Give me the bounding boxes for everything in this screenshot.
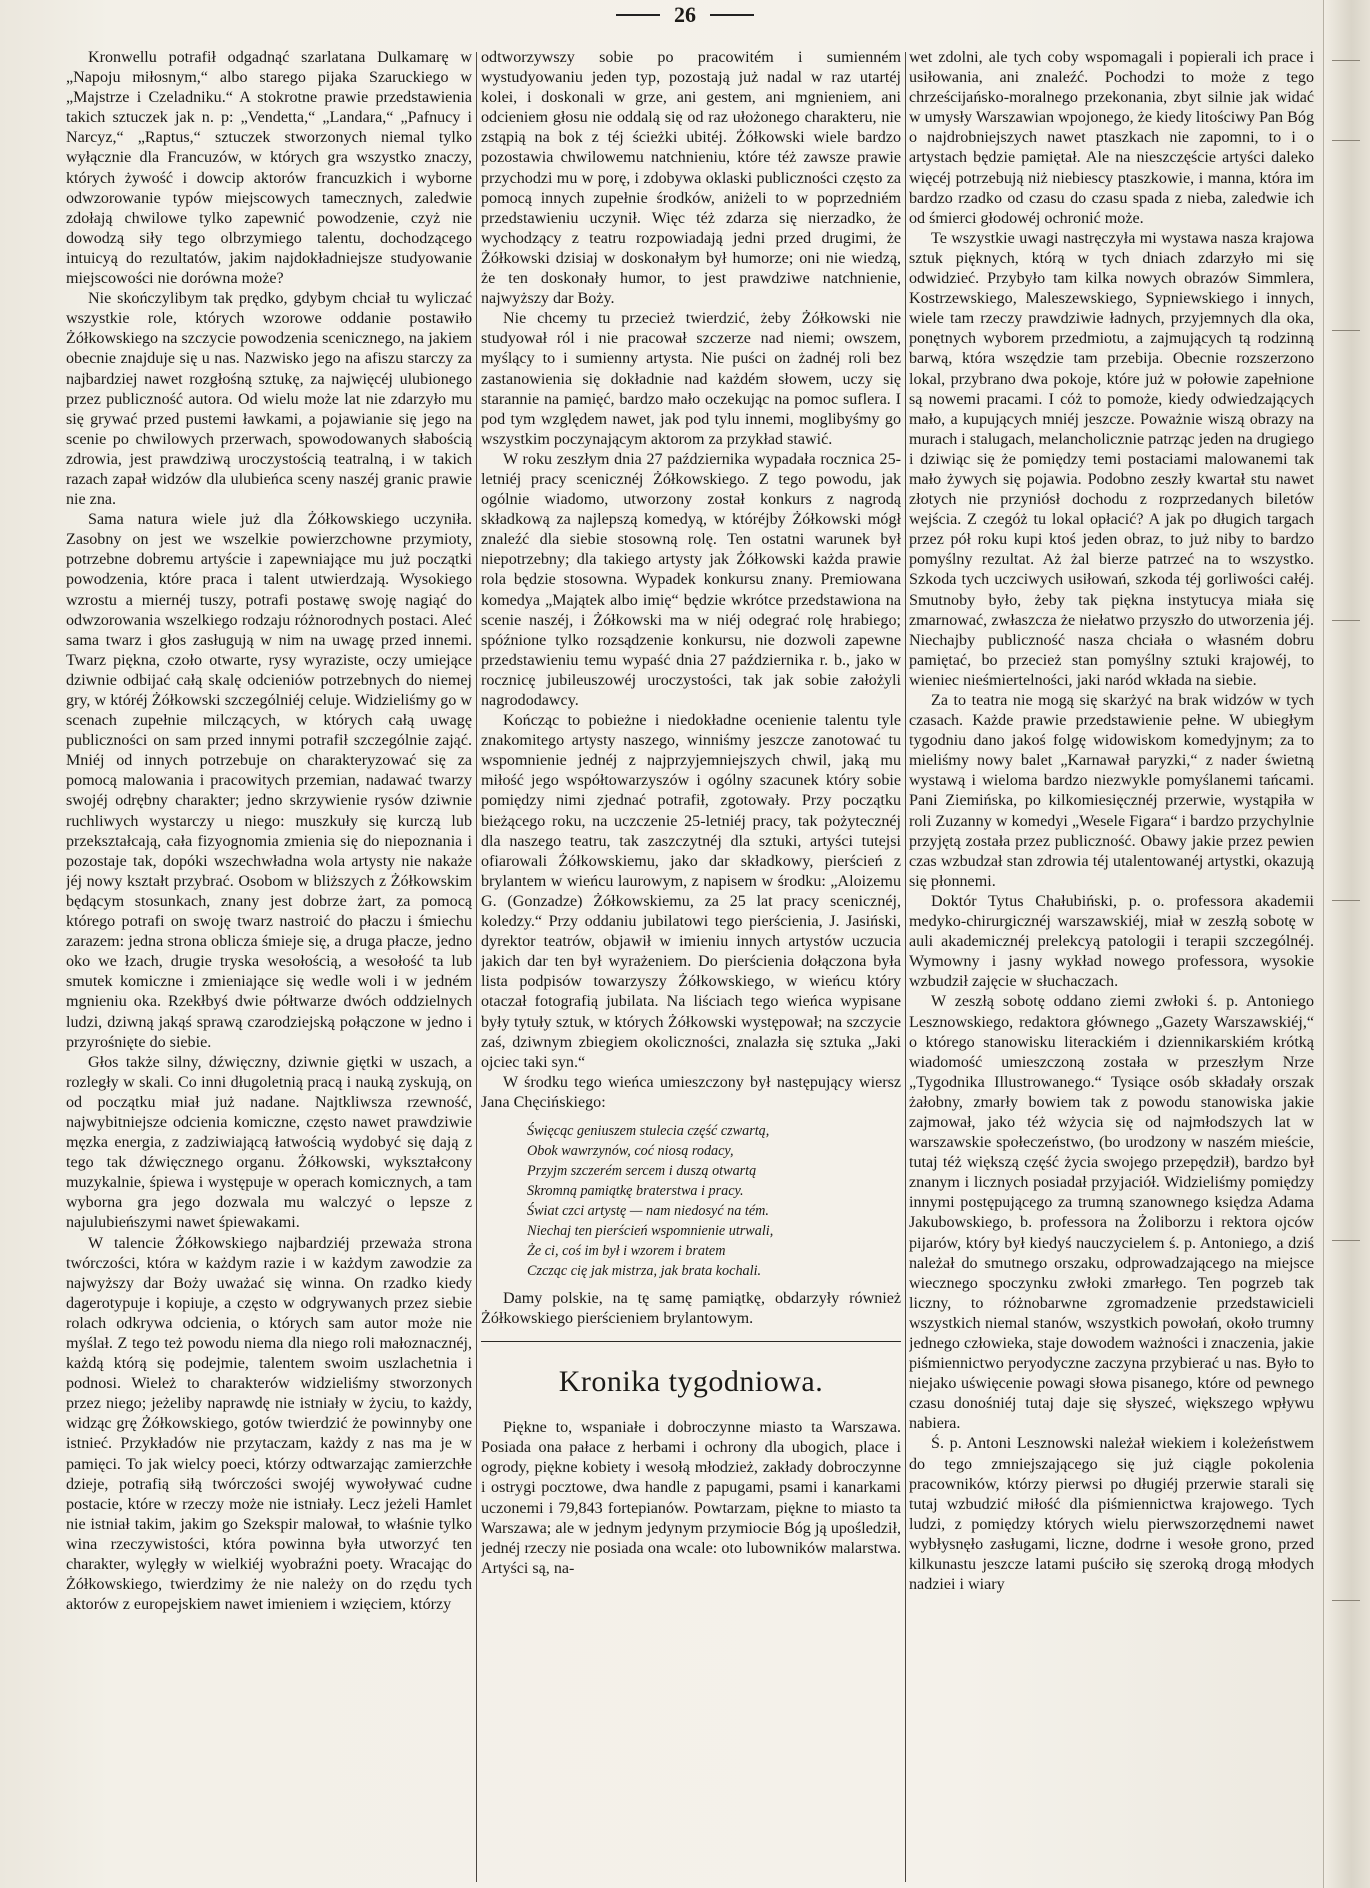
poem-line: Świat czci artystę — nam niedosyć na tém. xyxy=(527,1202,769,1219)
paragraph: Damy polskie, na tę samę pamiątkę, obdarzyły również Żółkowskiego pierścieniem brylantowym. xyxy=(481,1289,901,1328)
edge-mark xyxy=(1332,1600,1360,1601)
poem xyxy=(527,1121,901,1281)
edge-mark xyxy=(1332,60,1360,61)
edge-mark xyxy=(1332,1240,1360,1241)
edge-mark xyxy=(1332,330,1360,331)
poem-line: Przyjm szczerém sercem i duszą otwartą xyxy=(527,1162,757,1179)
paragraph: Za to teatra nie mogą się skarżyć na brak widzów w tych czasach. Każde prawie przedstawienie pełne. W ubiegłym tygodniu dano jakoś folgę widowiskom komedyjnym; za to mieliśmy nowy balet „Karnawał paryzki,“ z nader świetną wystawą i wieloma bardzo niezwykle pomyślanemi tańcami. Pani Ziemińska, po kilkomiesięcznéj przerwie, wystąpiła w roli Zuzanny w komedyi „Wesele Figara“ i bardzo przychylnie przyjętą została przez publiczność. Obawy jakie przez pewien czas wzbudzał stan zdrowia téj utalentowanéj artystki, okazują się płonnemi. xyxy=(909,692,1314,890)
paragraph: Głos także silny, dźwięczny, dziwnie giętki w uszach, a rozległy w skali. Co inni długoletnią pracą i nauką zyskują, on od początku miał już nadane. Najtkliwsza rzewność, najwybitniejsze odcienia komiczne, często nawet prawdziwie męzka energia, z zadziwiającą łatwością wydobyć się dają z tego tak dźwięcznego organu. Żółkowski, wykształcony muzykalnie, śpiewa i występuje w operach komicznych, a tam wyborna gra jego dozwala mu walczyć o lepsze z najulubieńszymi nawet śpiewakami. xyxy=(66,1053,472,1232)
header-rule-left xyxy=(616,14,660,16)
paragraph: odtworzywszy sobie po pracowitém i sumienném wystudyowaniu jeden typ, pozostają już nadal w raz utartéj kolei, i doskonali w grze, ani gestem, ani mgnieniem, ani odcieniem głosu nie oddalą się od raz ułożonego charakteru, nie zstąpią na bok z téj ścieżki ubitéj. Żółkowski wiele bardzo pozostawia chwilowemu natchnieniu, które téż zawsze prawie przychodzi mu w porę, i zdobywa oklaski publiczności często za pomocą innych zupełnie środków, aniżeli to w poprzedniém przedstawieniu uczynił. Więc téż zdarza się nierzadko, że wychodzący z teatru rozpowiadają jedni przed drugimi, że Żółkowski dzisiaj w doskonałym był humorze; oni nie wiedzą, że ten doskonały humor, to jest prawdziwe natchnienie, najwyższy dar Boży. xyxy=(481,49,901,308)
poem-line: Czcząc cię jak mistrza, jak brata kochali. xyxy=(527,1262,762,1279)
section-title: Kronika tygodniowa. xyxy=(558,1365,824,1399)
page-number: 26 xyxy=(674,2,696,27)
paragraph: W talencie Żółkowskiego najbardziéj przeważa strona twórczości, która w każdym razie i w każdym zawodzie za najwyższy dar Boży uważać się winna. On rzadko kiedy dagerotypuje i kopiuje, a często w odgrywanych przez siebie rolach odkrywa odcienia, o których sam autor może nie myślał. Z tego też powodu niema dla niego roli małoznacznéj, każdą którą się podejmie, talentem swoim uszlachetnia i podnosi. Wieleż to charakterów widzieliśmy stworzonych przez niego; jeżeliby naprawdę nie istniały w życiu, to każdy, widząc grę Żółkowskiego, gotów twierdzić że powinnyby one istnieć. Przykładów nie przytaczam, każdy z nas ma je w pamięci. To jak wielcy poeci, którzy odtwarzając zamierzchłe dzieje, potrafią siłą twórczości swojéj wywoływać cudne postacie, które w rzeczy może nie istniały. Lecz jeżeli Hamlet nie istniał takim, jakim go Szekspir malował, to właśnie tylko wina rzeczywistości, która powinna była utworzyć ten charakter, wylęgły w wielkiéj wyobraźni poety. Wracając do Żółkowskiego, twierdzimy że nie należy on do rzędu tych aktorów z europejskiem nawet imieniem i wzięciem, którzy xyxy=(66,1234,472,1614)
page-number-header xyxy=(0,2,1370,32)
paragraph: Nie skończylibym tak prędko, gdybym chciał tu wyliczać wszystkie role, których wzorowe oddanie postawiło Żółkowskiego na szczycie powodzenia scenicznego, na jakiem obecnie znajduje się u nas. Nazwisko jego na afiszu starczy za najbardziej nawet rozgłośną sztukę, za najwięcéj ulubionego przez publiczność autora. Od wielu może lat nie zdarzyło mu się grywać przed pustemi ławkami, a pojawianie się jego na scenie po chwilowych przerwach, spowodowanych słabością zdrowia, jest prawdziwą uroczystością teatralną, i w takich razach zapał widzów dla ulubieńca sceny naszéj granic prawie nie zna. xyxy=(66,290,472,509)
paragraph: Ś. p. Antoni Lesznowski należał wiekiem i koleżeństwem do tego zmniejszającego się już ciągle pokolenia pracowników, którzy pierwsi po długiéj przerwie starali się tutaj wzbudzić miłość dla piśmiennictwa krajowego. Tych ludzi, z pomiędzy których wielu pierwszorzędnemi nawet wybłysnęło zasługami, liczne, dodrne i wesołe grono, przed kilkunastu jeszcze latami puściło się szeroką drogą młodych nadziei i wiary xyxy=(909,1435,1314,1594)
paragraph: Nie chcemy tu przecież twierdzić, żeby Żółkowski nie studyował ról i nie pracował szczerze nad niemi; owszem, myślący to i sumienny artysta. Nie puści on żadnéj roli bez zastanowienia się dokładnie nad każdém słowem, uczy się starannie na pamięć, bardzo mało oczekując na pomoc suflera. I pod tym względem nawet, jak pod tylu innemi, moglibyśmy go wszystkim poczynającym aktorom za przykład stawić. xyxy=(481,310,901,448)
column-divider xyxy=(905,52,906,1882)
adjacent-page-edge xyxy=(1323,0,1370,1888)
column-divider xyxy=(476,52,477,1882)
edge-mark xyxy=(1332,900,1360,901)
edge-mark xyxy=(1332,140,1360,141)
paragraph: W środku tego wieńca umieszczony był następujący wiersz Jana Chęcińskiego: xyxy=(481,1073,901,1111)
paragraph: Sama natura wiele już dla Żółkowskiego uczyniła. Zasobny on jest we wszelkie powierzchowne przymioty, potrzebne dobremu artyście i zapewniające mu już początki powodzenia, które praca i talent utwierdzają. Wysokiego wzrostu a miernéj tuszy, potrafi postawę swoję nagiąć do odwzorowania wszelkiego rodzaju różnorodnych postaci. Aleć sama twarz i głos zasługują w nim na uwagę przed innemi. Twarz piękna, czoło otwarte, rysy wyraziste, oczy umiejące dziwnie odbijać całą skalę odcieniów potrzebnych do niemej gry, w któréj Żółkowski szczególniéj celuje. Widzieliśmy go w scenach zupełnie milczących, w których całą uwagę publiczności on sam przed innymi potrafił szczególnie zająć. Mniéj od innych potrzebuje on charakteryzować się za pomocą malowania i pracowitych przemian, nadawać twarzy swojéj odrębny charakter; jedno skrzywienie rysów dziwnie ruchliwych wystarczy u niego: muszkuły się kurczą lub przekształcają, cała fizyognomia zmienia się do niepoznania i pozostaje tak, dopóki wszechwładna wola artysty nie nakaże jéj nowy kształt przybrać. Osobom w bliższych z Żółkowskim będącym stosunkach, znany jest dobrze żart, za pomocą którego potrafi on swoję twarz nastroić do płaczu i śmiechu zarazem: jedna strona oblicza śmieje się, a druga płacze, jedno oko we łzach, drugie tryska wesołością, a wesołość ta lub smutek komiczne i zmieniające się wedle woli i w jedném mgnieniu oka. Rzekłbyś dwie półtwarze dwóch oddzielnych ludzi, dziwną jakąś sprawą czarodziejską połączone w jedno i przyrośnięte do siebie. xyxy=(66,511,472,1051)
paragraph: wet zdolni, ale tych coby wspomagali i popierali ich prace i usiłowania, ani znaleźć. Pochodzi to może z tego chrześcijańsko-moralnego przekonania, zbyt silnie jak widać w umysły Warszawian wpojonego, że kiedy litościwy Pan Bóg o najdrobniejszych nawet ptaszkach nie zapomni, to i o artystach będzie pamiętał. Ale na nieszczęście artyści daleko więcéj potrzebują niż niebiescy ptaszkowie, i manna, która im bardzo rzadko od czasu do czasu spada z nieba, zaledwie ich od śmierci głodowéj ochronić może. xyxy=(909,49,1314,227)
poem-line: Święcąc geniuszem stulecia część czwartą, xyxy=(527,1122,770,1139)
section-rule xyxy=(481,1341,901,1342)
poem-line: Niechaj ten pierścień wspomnienie utrwali, xyxy=(527,1222,774,1239)
paragraph: W roku zeszłym dnia 27 października wypadała rocznica 25-letniéj pracy scenicznéj Żółkowskiego. Z tego powodu, jak ogólnie wiadomo, utworzony został konkurs z nagrodą składkową za najlepszą komedyą, w któréjby Żółkowski mógł znaleźć dla siebie stosowną rolę. Ten ostatni warunek był niepotrzebny; dla takiego artysty jak Żółkowski każda prawie rola będzie stosowna. Wypadek konkursu znany. Premiowana komedya „Majątek albo imię“ będzie wkrótce przedstawiona na scenie naszéj, i Żółkowski ma w niéj odegrać rolę hrabiego; spóźnione tylko rozsądzenie konkursu, nie dozwoli zapewne przedstawieniu temu wypaść dnia 27 października r. b., jako w rocznicę jubileuszowéj uroczystości, tak jak sobie założyli nagrododawcy. xyxy=(481,450,901,709)
header-rule-right xyxy=(710,14,754,16)
poem-line: Skromną pamiątkę braterstwa i pracy. xyxy=(527,1182,744,1199)
paragraph: Kończąc to pobieżne i niedokładne ocenienie talentu tyle znakomitego artysty naszego, winniśmy jeszcze zanotować tu wspomnienie jednéj z najprzyjemniejszych chwil, jaką mu miłość jego współtowarzyszów i ogólny szacunek który sobie pomiędzy nimi zjednać potrafił, zgotowały. Przy początku bieżącego roku, na uczczenie 25-letniéj pracy, tak pożytecznéj dla naszego teatru, tak zaszczytnéj dla sztuki, artyści tutejsi ofiarowali Żółkowskiemu, jako dar składkowy, pierścień z brylantem w wieńcu laurowym, z napisem w środku: „Aloizemu G. (Gonzadze) Żółkowskiemu, za 25 lat pracy scenicznéj, koledzy.“ Przy oddaniu jubilatowi tego pierścienia, J. Jasiński, dyrektor teatrów, objawił w imieniu innych artystów uczucia jakich dar ten był wyrażeniem. Do pierścienia dołączona była lista podpisów towarzyszy Żółkowskiego, w wieńcu który otaczał fotografią jubilata. Na liściach tego wieńca wypisane były tytuły sztuk, w których Żółkowski występował; na szczycie zaś, dziwnym zbiegiem okoliczności, znalazła się sztuka „Jaki ojciec taki syn.“ xyxy=(481,712,901,1071)
edge-mark xyxy=(1332,620,1360,621)
column-3 xyxy=(909,48,1314,1878)
paragraph: Kronwellu potrafił odgadnąć szarlatana Dulkamarę w „Napoju miłosnym,“ albo starego pijaka Szaruckiego w „Majstrze i Czeladniku.“ A stokrotne prawie przedstawienia takich sztuczek jak n. p: „Vendetta,“ „Landara,“ „Pafnucy i Narcyz,“ „Raptus,“ sztuczek stworzonych niemal tylko wyłącznie dla Francuzów, w których gra wszystko znaczy, których żywość i dowcip aktorów francuzkich i wyborne odwzorowanie typów miejscowych tamecznych, zaledwie zdołają chwilowe tylko zapewnić powodzenie, czyż nie dowodzą siły tego olbrzymiego talentu, dochodzącego intuicyą do rezultatów, jakim najdokładniejsze studyowanie miejscowości nie dorówna może? xyxy=(66,49,472,288)
poem-line: Że ci, coś im był i wzorem i bratem xyxy=(527,1242,726,1259)
paragraph: Piękne to, wspaniałe i dobroczynne miasto ta Warszawa. Posiada ona pałace z herbami i ochrony dla ubogich, place i ogrody, piękne kobiety i wesołą młodzież, zakłady dobroczynne i ostrygi pocztowe, dwa handle z papugami, psami i kanarkami uczonemi i 79,843 fortepianów. Powtarzam, piękne to miasto ta Warszawa; ale w jednym jedynym przymiocie Bóg ją upośledził, jednéj rzeczy nie posiada ona wcale: oto lubowników malarstwa. Artyści są, na- xyxy=(481,1419,901,1577)
paragraph: Doktór Tytus Chałubiński, p. o. professora akademii medyko-chirurgicznéj warszawskiéj, miał w zeszłą sobotę w auli akademicznéj prelekcyą patologii i terapii szczególnéj. Wymowny i jasny wykład nowego professora, wysokie wzbudził zajęcie w słuchaczach. xyxy=(909,892,1314,991)
poem-line: Obok wawrzynów, coć niosą rodacy, xyxy=(527,1142,734,1159)
paragraph: Te wszystkie uwagi nastręczyła mi wystawa nasza krajowa sztuk pięknych, którą w tych dniach zdarzyło mi się odwidzieć. Przybyło tam kilka nowych obrazów Simmlera, Kostrzewskiego, Maleszewskiego, Sypniewskiego i innych, wiele tam rzeczy prawdziwie ładnych, przyjemnych dla oka, ponętnych wyborem przedmiotu, a zajmujących tą rodzinną barwą, która wszędzie tam przebija. Obecnie rozszerzono lokal, przybrano dwa pokoje, które już w połowie zapełnione są nowemi pracami. I cóż to pomoże, kiedy odwiedzających mało, a kupujących mniéj jeszcze. Poważnie wiszą obrazy na murach i stalugach, melancholicznie patrząc jeden na drugiego i dziwiąc się że pomiędzy temi postaciami malowanemi tak mało żywych się pojawia. Podobno zeszły kwartał stu nawet złotych nie przyniósł dochodu z rozprzedanych biletów wejścia. Z czegóż tu lokal opłacić? A jak po długich targach przez pół roku kupi ktoś jeden obraz, to już niby to bardzo pomyślny rezultat. Aż żal bierze patrzeć na to wszystko. Szkoda tych uczciwych usiłowań, szkoda téj gorliwości całéj. Smutnoby było, żeby tak piękna instytucya miała się zmarnować, zwłaszcza że niełatwo przyszło do utworzenia jéj. Niechajby publiczność nasza chciała o własném dobru pamiętać, bo przecież stan pomyślny sztuki krajowéj, to wieniec nieśmiertelności, jaki naród wkłada na siebie. xyxy=(909,229,1314,689)
column-2 xyxy=(481,48,901,1878)
paragraph: W zeszłą sobotę oddano ziemi zwłoki ś. p. Antoniego Lesznowskiego, redaktora głównego „Gazety Warszawskiéj,“ o którego stanowisku literackiém i dziennikarskiém krótką wiadomość umieszczoną została w przeszłym Nrze „Tygodnika Illustrowanego.“ Tysiące osób składały orszak żałobny, zmarły bowiem tak z powodu stanowiska jakie zajmował, jako téż wżycia się od najmłodszych lat w warszawskie społeczeństwo, (bo urodzony w naszém mieście, tutaj téż większą część życia swojego przepędził), bardzo był znanym i licznych posiadał przyjaciół. Widzieliśmy pomiędzy innymi postępującego za trumną szanownego księdza Adama Jakubowskiego, b. professora na Żoliborzu i rektora ojców pijarów, który był kiedyś nauczycielem ś. p. Antoniego, a dziś należał do smutnego orszaku, odprowadzającego na miejsce wiecznego spoczynku zwłoki zmarłego. Ten pogrzeb tak liczny, to różnobarwne zgromadzenie przedstawicieli wszystkich niemal stanów, wszystkich powołań, około trumny jednego człowieka, staje dowodem ważności i znaczenia, jakie piśmiennictwo peryodyczne zaczyna przybierać u nas. Było to niejako uświęcenie powagi słowa pisanego, które od pewnego czasu donośniéj tutaj daje się słyszeć, większego wpływu nabiera. xyxy=(909,993,1314,1433)
column-1 xyxy=(66,48,472,1878)
